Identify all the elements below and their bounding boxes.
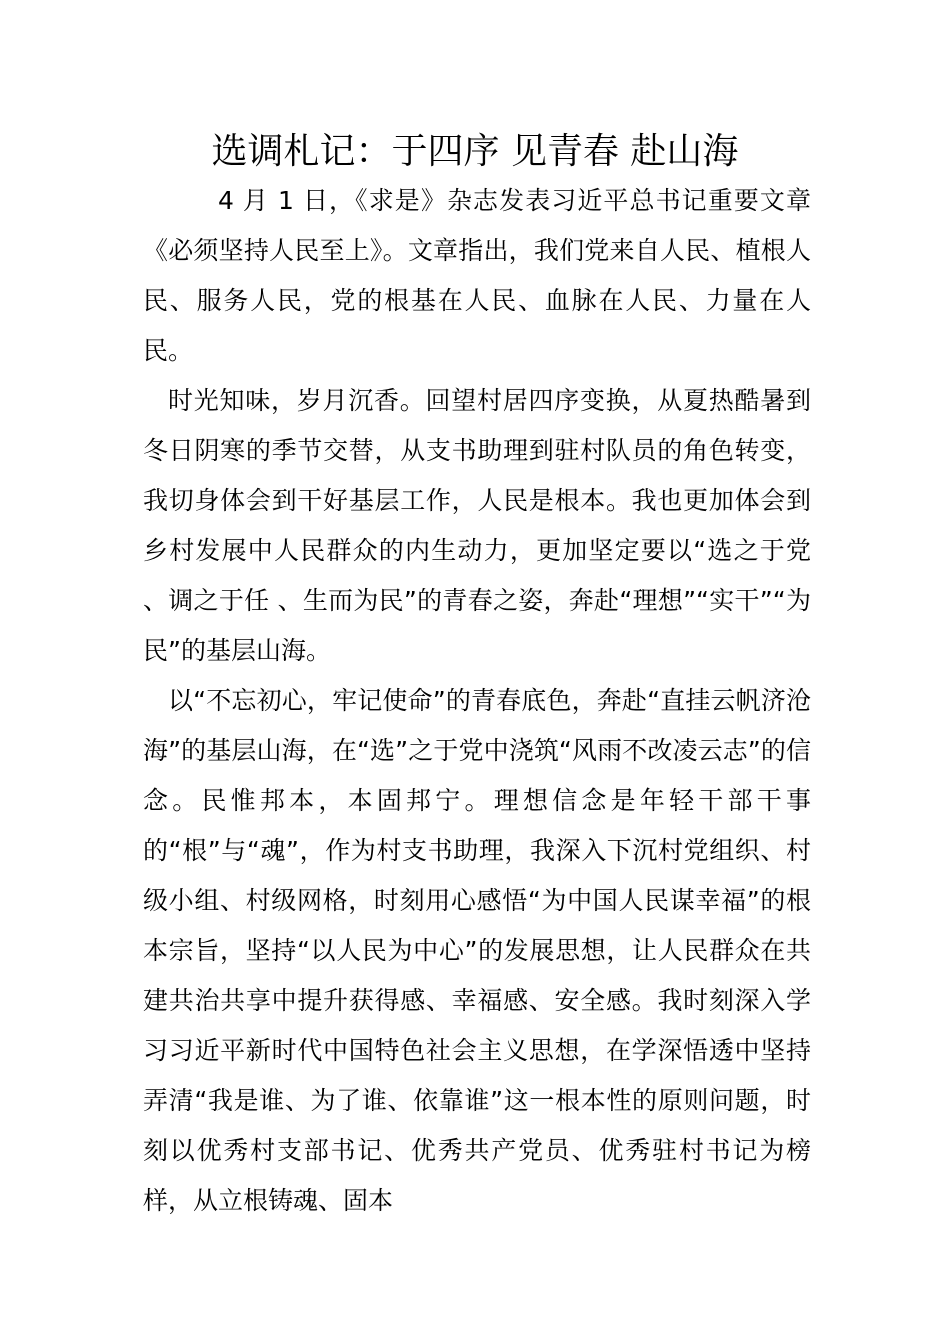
paragraph-3: 以“不忘初心，牢记使命”的青春底色，奔赴“直挂云帆济沧海”的基层山海，在“选”之于党中浇筑“风雨不改凌云志”的信念。民惟邦本，本固邦宁。理想信念是年轻干部干事的“根”与“魂”，作为村支书助理，我深入下沉村党组织、村级小组、村级网格，时刻用心感悟“为中国人民谋幸福”的根本宗旨，坚持“以人民为中心”的发展思想，让人民群众在共建共治共享中提升获得感、幸福感、安全感。我时刻深入学习习近平新时代中国特色社会主义思想，在学深悟透中坚持弄清“我是谁、为了谁、依靠谁”这一根本性的原则问题，时刻以优秀村支部书记、优秀共产党员、优秀驻村书记为榜样，从立根铸魂、固本 (143, 686, 811, 1215)
document-body (143, 176, 811, 1226)
paragraph-2: 时光知味，岁月沉香。回望村居四序变换，从夏热酷暑到冬日阴寒的季节交替，从支书助理到驻村队员的角色转变，我切身体会到干好基层工作，人民是根本。我也更加体会到乡村发展中人民群众的内生动力，更加坚定要以“选之于党 、调之于任 、生而为民”的青春之姿，奔赴“理想”“实干”“为民”的基层山海。 (143, 386, 811, 665)
document-title: 选调札记：于四序 见青春 赴山海 (211, 131, 739, 172)
paragraph-1: 4 月 1 日，《求是》杂志发表习近平总书记重要文章《必须坚持人民至上》。文章指出，我们党来自人民、植根人民、服务人民，党的根基在人民、血脉在人民、力量在人民。 (143, 186, 811, 365)
